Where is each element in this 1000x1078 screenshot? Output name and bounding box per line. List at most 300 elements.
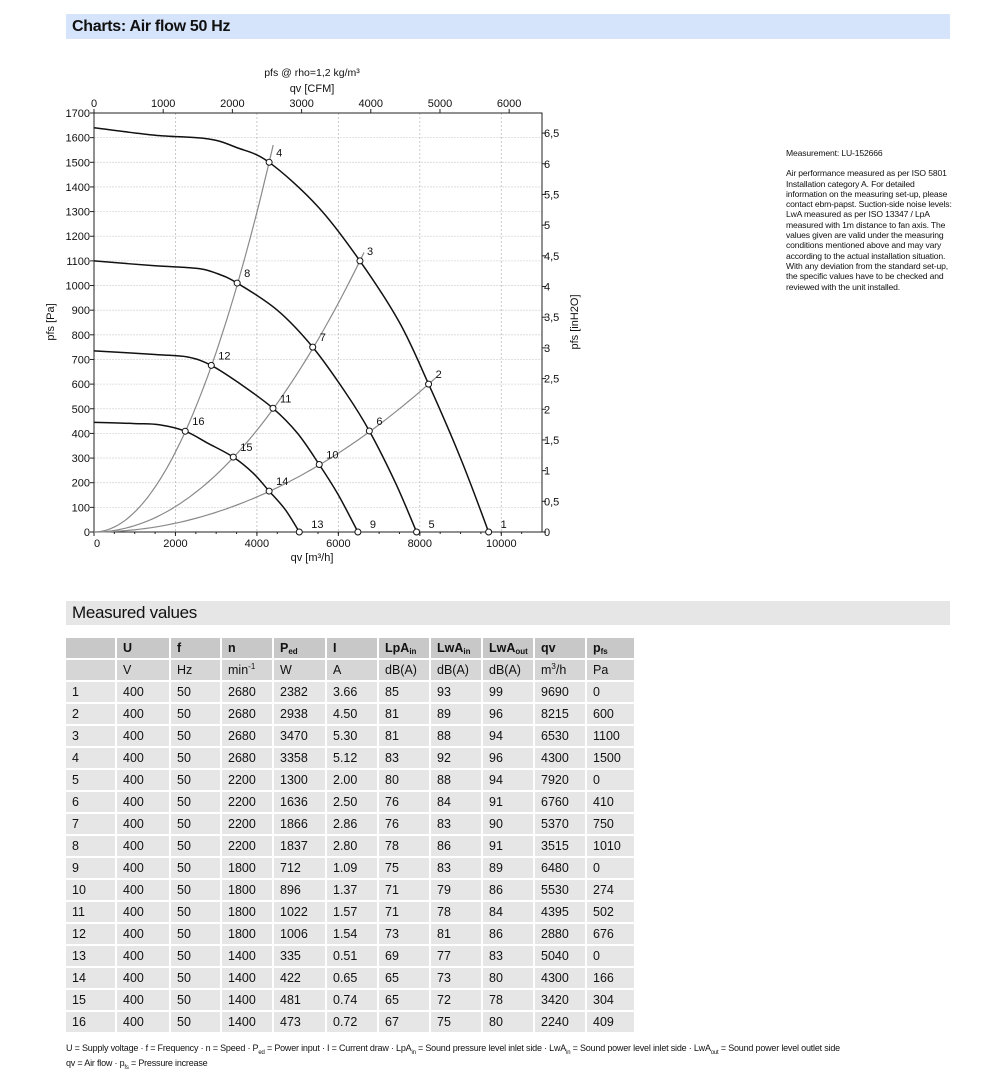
table-cell: 80 (483, 968, 533, 988)
column-header (379, 638, 429, 658)
table-cell: 422 (274, 968, 325, 988)
table-cell: 81 (431, 924, 481, 944)
operating-point (234, 280, 240, 286)
table-cell: 2200 (222, 836, 272, 856)
table-cell: 11 (66, 902, 115, 922)
operating-point-label: 2 (435, 369, 442, 382)
table-cell: 65 (379, 968, 429, 988)
table-row (66, 902, 634, 922)
speed-curve (94, 422, 299, 532)
y2-tick-label: 1,5 (544, 434, 560, 447)
x-tick-label: 4000 (244, 538, 270, 550)
table-cell: 3515 (535, 836, 585, 856)
y-tick-label: 1000 (65, 280, 90, 293)
y-tick-label: 600 (71, 379, 90, 392)
header-label: U (123, 641, 133, 655)
unit-cell (535, 660, 585, 680)
x2-tick-label: 4000 (358, 98, 384, 110)
operating-point (266, 488, 272, 494)
header-label: LpA (385, 640, 410, 655)
unit-suffix: /h (555, 663, 567, 678)
table-cell: 5.30 (327, 726, 377, 746)
unit-label: dB(A) (437, 663, 469, 677)
unit-cell (379, 660, 429, 680)
table-cell: 65 (379, 990, 429, 1010)
operating-point (270, 405, 276, 411)
table-cell: 2 (66, 704, 115, 724)
legend-subscript: out (710, 1049, 719, 1056)
table-cell: 400 (117, 748, 169, 768)
table-cell: 88 (431, 726, 481, 746)
table-cell: 2880 (535, 924, 585, 944)
table-row (66, 792, 634, 812)
table-cell: 2200 (222, 792, 272, 812)
legend-subscript: in (566, 1049, 571, 1056)
table-cell: 50 (171, 814, 220, 834)
table-cell: 400 (117, 880, 169, 900)
unit-label: V (123, 663, 132, 677)
table-cell: 400 (117, 990, 169, 1010)
table-cell: 1.54 (327, 924, 377, 944)
legend-text: = Power input · I = Current draw · LpA (264, 1043, 412, 1053)
column-header (66, 638, 115, 658)
operating-point-label: 15 (240, 442, 253, 455)
column-header (274, 638, 325, 658)
legend-text: = Sound pressure level inlet side · LwA (415, 1043, 567, 1053)
header-label: LwA (437, 640, 464, 655)
table-cell: 4300 (535, 968, 585, 988)
table-cell: 92 (431, 748, 481, 768)
table-row (66, 704, 634, 724)
table-cell: 1006 (274, 924, 325, 944)
table-cell: 13 (66, 946, 115, 966)
y-tick-label: 1300 (65, 206, 90, 219)
table-cell: 72 (431, 990, 481, 1010)
y2-axis-label: pfs [inH2O] (569, 294, 581, 350)
table-cell: 8215 (535, 704, 585, 724)
table-cell: 1866 (274, 814, 325, 834)
measurement-id: Measurement: LU-152666 (786, 148, 883, 158)
table-cell: 78 (483, 990, 533, 1010)
table-cell: 2382 (274, 682, 325, 702)
measured-values-table (64, 636, 636, 1034)
table-cell: 81 (379, 726, 429, 746)
table-cell: 89 (431, 704, 481, 724)
table-cell: 78 (431, 902, 481, 922)
header-label: I (333, 641, 337, 655)
legend-text: = Sound power level outlet side (718, 1043, 840, 1053)
header-label: P (280, 640, 289, 655)
y2-tick-label: 3 (544, 342, 551, 355)
unit-label: dB(A) (385, 663, 417, 677)
unit-superscript: -1 (248, 661, 256, 671)
header-row (66, 638, 634, 658)
table-cell: 86 (483, 880, 533, 900)
table-cell: 1636 (274, 792, 325, 812)
table-cell: 50 (171, 726, 220, 746)
unit-cell (66, 660, 115, 680)
y2-tick-label: 4 (544, 281, 551, 294)
table-cell: 1100 (587, 726, 634, 746)
table-cell: 79 (431, 880, 481, 900)
y2-tick-label: 6,5 (544, 128, 560, 141)
table-cell: 50 (171, 946, 220, 966)
x2-tick-label: 5000 (427, 98, 453, 110)
table-cell: 400 (117, 858, 169, 878)
table-cell: 3420 (535, 990, 585, 1010)
header-subscript: in (409, 646, 417, 656)
table-cell: 2680 (222, 726, 272, 746)
table-cell: 2.86 (327, 814, 377, 834)
column-header (431, 638, 481, 658)
y-tick-label: 1700 (65, 108, 90, 120)
table-cell: 1.09 (327, 858, 377, 878)
table-cell: 0.51 (327, 946, 377, 966)
table-cell: 5 (66, 770, 115, 790)
column-header (117, 638, 169, 658)
table-cell: 4 (66, 748, 115, 768)
table-cell: 0 (587, 770, 634, 790)
table-cell: 1400 (222, 990, 272, 1010)
table-cell: 1837 (274, 836, 325, 856)
table-cell: 2240 (535, 1012, 585, 1032)
table-cell: 5.12 (327, 748, 377, 768)
table-cell: 0.65 (327, 968, 377, 988)
header-label: qv (541, 641, 556, 655)
unit-label: min (228, 663, 249, 678)
x2-tick-label: 0 (90, 98, 98, 110)
x-tick-label: 8000 (407, 538, 433, 550)
table-cell: 78 (379, 836, 429, 856)
operating-point (182, 428, 188, 434)
system-curve (94, 145, 273, 532)
unit-label: m (541, 663, 552, 678)
operating-point (208, 362, 214, 368)
table-cell: 6530 (535, 726, 585, 746)
table-cell: 5530 (535, 880, 585, 900)
x-tick-label: 10000 (485, 538, 517, 550)
table-cell: 4300 (535, 748, 585, 768)
table-cell: 1800 (222, 858, 272, 878)
table-cell: 1500 (587, 748, 634, 768)
header-label: n (228, 641, 236, 655)
operating-point-label: 3 (366, 245, 374, 258)
table-cell: 50 (171, 792, 220, 812)
table-cell: 2680 (222, 748, 272, 768)
y-tick-label: 1200 (65, 231, 90, 244)
unit-label: A (333, 663, 342, 677)
operating-point-label: 9 (369, 519, 377, 531)
y2-tick-label: 5,5 (544, 189, 560, 202)
table-cell: 83 (431, 814, 481, 834)
table-cell: 2680 (222, 704, 272, 724)
table-cell: 80 (483, 1012, 533, 1032)
table-cell: 1800 (222, 924, 272, 944)
table-cell: 6480 (535, 858, 585, 878)
legend-text: qv = Air flow · p (66, 1058, 125, 1068)
table-cell: 50 (171, 924, 220, 944)
table-cell: 409 (587, 1012, 634, 1032)
table-cell: 2938 (274, 704, 325, 724)
unit-label: Hz (177, 663, 193, 677)
y2-tick-label: 1 (544, 465, 551, 478)
y-tick-label: 100 (71, 502, 90, 515)
table-cell: 2680 (222, 682, 272, 702)
legend-line-1 (66, 1041, 840, 1056)
table-cell: 75 (431, 1012, 481, 1032)
unit-cell (483, 660, 533, 680)
x2-tick-label: 6000 (496, 98, 522, 110)
table-cell: 3.66 (327, 682, 377, 702)
operating-point (486, 529, 492, 535)
table-cell: 400 (117, 924, 169, 944)
table-cell: 9 (66, 858, 115, 878)
table-cell: 600 (587, 704, 634, 724)
unit-cell (431, 660, 481, 680)
table-cell: 400 (117, 836, 169, 856)
table-cell: 1010 (587, 836, 634, 856)
operating-point-label: 16 (192, 416, 205, 429)
table-cell: 89 (483, 858, 533, 878)
column-header (587, 638, 634, 658)
table-cell: 71 (379, 902, 429, 922)
table-cell: 1300 (274, 770, 325, 790)
x-tick-label: 6000 (326, 538, 351, 550)
operating-point-label: 11 (279, 393, 292, 406)
table-cell: 481 (274, 990, 325, 1010)
table-row (66, 726, 634, 746)
y-tick-label: 0 (83, 527, 90, 539)
header-label: LwA (489, 640, 516, 655)
table-cell: 304 (587, 990, 634, 1010)
column-header (327, 638, 377, 658)
y-tick-label: 800 (71, 329, 90, 342)
table-cell: 1022 (274, 902, 325, 922)
table-cell: 71 (379, 880, 429, 900)
table-row (66, 836, 634, 856)
table-cell: 10 (66, 880, 115, 900)
operating-point-label: 1 (500, 519, 507, 531)
table-row (66, 770, 634, 790)
table-cell: 3470 (274, 726, 325, 746)
legend-text: = Pressure increase (128, 1058, 208, 1068)
legend-text: U = Supply voltage · f = Frequency · n = Speed · P (66, 1043, 259, 1053)
table-cell: 93 (431, 682, 481, 702)
table-cell: 5040 (535, 946, 585, 966)
table-cell: 400 (117, 682, 169, 702)
measured-values-title: Measured values (66, 601, 950, 625)
y2-tick-label: 0 (544, 527, 551, 539)
table-cell: 69 (379, 946, 429, 966)
column-header (222, 638, 272, 658)
y2-tick-label: 3,5 (544, 312, 560, 325)
table-cell: 400 (117, 814, 169, 834)
operating-point-label: 14 (276, 476, 289, 489)
table-cell: 96 (483, 704, 533, 724)
y-tick-label: 1500 (65, 157, 90, 170)
table-cell: 0.74 (327, 990, 377, 1010)
unit-label: dB(A) (489, 663, 521, 677)
x2-axis-label: qv [CFM] (289, 83, 335, 95)
header-subscript: in (463, 646, 471, 656)
table-row (66, 946, 634, 966)
table-cell: 5370 (535, 814, 585, 834)
unit-cell (117, 660, 169, 680)
legend-subscript: in (411, 1049, 416, 1056)
table-cell: 50 (171, 748, 220, 768)
column-header (535, 638, 585, 658)
table-cell: 76 (379, 814, 429, 834)
y-axis-label: pfs [Pa] (45, 303, 57, 341)
operating-point-label: 13 (311, 519, 324, 531)
table-cell: 400 (117, 1012, 169, 1032)
table-cell: 84 (483, 902, 533, 922)
header-label: p (593, 640, 601, 655)
operating-point (316, 461, 322, 467)
table-cell: 0 (587, 682, 634, 702)
y-tick-label: 300 (71, 453, 90, 466)
table-cell: 1400 (222, 968, 272, 988)
table-cell: 4395 (535, 902, 585, 922)
operating-point (266, 159, 272, 165)
system-curve (94, 377, 437, 532)
table-cell: 94 (483, 726, 533, 746)
table-cell: 50 (171, 858, 220, 878)
table-cell: 67 (379, 1012, 429, 1032)
unit-cell (327, 660, 377, 680)
table-row (66, 748, 634, 768)
table-cell: 1400 (222, 946, 272, 966)
chart-title: pfs @ rho=1,2 kg/m³ (264, 67, 360, 79)
header-subscript: fs (600, 646, 608, 656)
table-cell: 1.57 (327, 902, 377, 922)
operating-point-label: 7 (319, 332, 326, 345)
x2-tick-label: 3000 (289, 98, 314, 110)
x-tick-label: 0 (93, 538, 101, 550)
table-cell: 50 (171, 902, 220, 922)
table-cell: 75 (379, 858, 429, 878)
table-cell: 50 (171, 770, 220, 790)
table-cell: 410 (587, 792, 634, 812)
unit-superscript: 3 (551, 661, 556, 671)
table-cell: 7 (66, 814, 115, 834)
operating-point-label: 12 (218, 350, 231, 363)
table-cell: 0 (587, 858, 634, 878)
table-cell: 76 (379, 792, 429, 812)
x2-tick-label: 1000 (150, 98, 176, 110)
table-cell: 1 (66, 682, 115, 702)
table-row (66, 924, 634, 944)
operating-point-label: 6 (376, 415, 383, 428)
table-row (66, 880, 634, 900)
table-cell: 6 (66, 792, 115, 812)
legend-line-2 (66, 1056, 840, 1071)
table-cell: 2.50 (327, 792, 377, 812)
table-cell: 91 (483, 792, 533, 812)
table-cell: 335 (274, 946, 325, 966)
table-cell: 86 (431, 836, 481, 856)
plot-frame (94, 113, 542, 532)
table-cell: 400 (117, 792, 169, 812)
unit-cell (171, 660, 220, 680)
table-cell: 15 (66, 990, 115, 1010)
operating-point (310, 344, 316, 350)
y-tick-label: 1600 (65, 132, 90, 145)
y-tick-label: 200 (71, 477, 90, 490)
table-cell: 8 (66, 836, 115, 856)
page-title: Charts: Air flow 50 Hz (66, 14, 950, 39)
header-subscript: out (515, 646, 528, 656)
table-row (66, 682, 634, 702)
legend-subscript: ed (258, 1049, 265, 1056)
table-cell: 4.50 (327, 704, 377, 724)
operating-point (414, 529, 420, 535)
table-cell: 80 (379, 770, 429, 790)
table-cell: 400 (117, 704, 169, 724)
table-cell: 896 (274, 880, 325, 900)
y2-tick-label: 2,5 (544, 373, 560, 386)
operating-point (426, 381, 432, 387)
unit-cell (274, 660, 325, 680)
table-cell: 73 (379, 924, 429, 944)
table-cell: 86 (483, 924, 533, 944)
table-cell: 84 (431, 792, 481, 812)
operating-point (230, 454, 236, 460)
x-tick-label: 2000 (163, 538, 188, 550)
table-cell: 400 (117, 902, 169, 922)
y-tick-label: 400 (71, 428, 90, 441)
y-tick-label: 500 (71, 403, 90, 416)
table-cell: 50 (171, 682, 220, 702)
unit-label: W (280, 663, 292, 677)
operating-point-label: 10 (326, 449, 339, 462)
table-cell: 3 (66, 726, 115, 746)
table-cell: 50 (171, 968, 220, 988)
column-header (171, 638, 220, 658)
y-tick-label: 1100 (66, 255, 90, 268)
table-cell: 166 (587, 968, 634, 988)
legend-text: = Sound power level inlet side · LwA (570, 1043, 711, 1053)
header-subscript: ed (288, 646, 298, 656)
table-row (66, 990, 634, 1010)
table-cell: 400 (117, 726, 169, 746)
table-cell: 73 (431, 968, 481, 988)
operating-point (296, 529, 302, 535)
operating-point (366, 428, 372, 434)
system-curve (94, 253, 364, 533)
speed-curve (94, 261, 417, 532)
table-cell: 6760 (535, 792, 585, 812)
table-legend (66, 1041, 840, 1071)
table-cell: 676 (587, 924, 634, 944)
table-cell: 14 (66, 968, 115, 988)
table-cell: 9690 (535, 682, 585, 702)
y-tick-label: 700 (71, 354, 90, 367)
y2-tick-label: 6 (544, 158, 551, 171)
table-cell: 50 (171, 990, 220, 1010)
table-cell: 473 (274, 1012, 325, 1032)
measurement-note (786, 148, 956, 302)
unit-cell (222, 660, 272, 680)
table-cell: 81 (379, 704, 429, 724)
y2-tick-label: 4,5 (544, 250, 560, 263)
table-cell: 16 (66, 1012, 115, 1032)
y2-tick-label: 0,5 (544, 496, 560, 509)
operating-point-label: 5 (428, 519, 435, 531)
table-cell: 400 (117, 770, 169, 790)
table-cell: 712 (274, 858, 325, 878)
table-row (66, 1012, 634, 1032)
